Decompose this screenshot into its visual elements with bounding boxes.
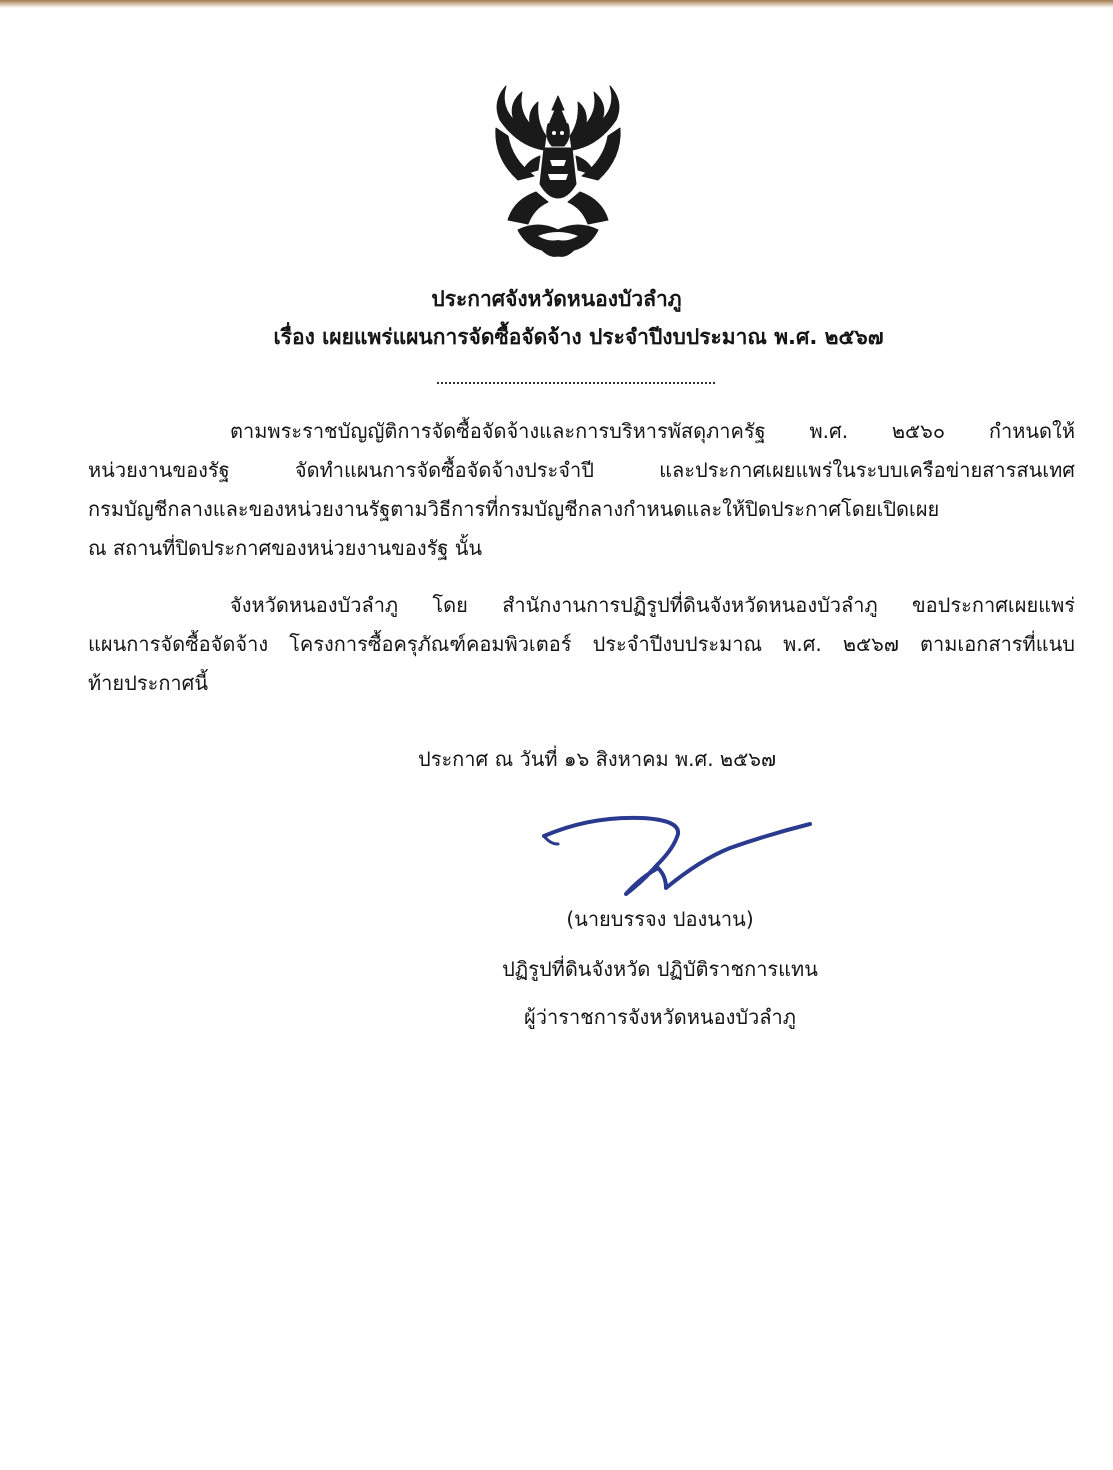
paragraph1-line4: ณ สถานที่ปิดประกาศของหน่วยงานของรัฐ นั้น [88,536,483,560]
garuda-emblem-icon [478,80,638,265]
announcement-subject: เรื่อง เผยแพร่แผนการจัดซื้อจัดจ้าง ประจำปีงบประมาณ พ.ศ. ๒๕๖๗ [273,325,884,349]
announcement-date: ประกาศ ณ วันที่ ๑๖ สิงหาคม พ.ศ. ๒๕๖๗ [418,747,776,771]
announcement-title: ประกาศจังหวัดหนองบัวลำภู [431,287,682,311]
signer-name: (นายบรรจง ปองนาน) [566,907,754,931]
paragraph1-line2: หน่วยงานของรัฐ จัดทำแผนการจัดซื้อจัดจ้างประจำปี และประกาศเผยแพร่ในระบบเครือข่ายสารสนเทศ [88,458,1075,482]
paper-top-edge [0,0,1113,8]
paragraph2-line3: ท้ายประกาศนี้ [88,671,209,695]
paragraph1-line3: กรมบัญชีกลางและของหน่วยงานรัฐตามวิธีการที่กรมบัญชีกลางกำหนดและให้ปิดประกาศโดยเปิดเผย [88,497,940,521]
signer-position: ปฏิรูปที่ดินจังหวัด ปฏิบัติราชการแทน [502,957,818,981]
signer-office: ผู้ว่าราชการจังหวัดหนองบัวลำภู [524,1005,796,1029]
handwritten-signature [530,808,820,903]
title-separator [437,370,715,384]
paragraph2-line2: แผนการจัดซื้อจัดจ้าง โครงการซื้อครุภัณฑ์คอมพิวเตอร์ ประจำปีงบประมาณ พ.ศ. ๒๕๖๗ ตามเอกสารที่แนบ [88,632,1075,656]
paragraph2-line1: จังหวัดหนองบัวลำภู โดย สำนักงานการปฏิรูปที่ดินจังหวัดหนองบัวลำภู ขอประกาศเผยแพร่ [230,593,1075,617]
paragraph1-line1: ตามพระราชบัญญัติการจัดซื้อจัดจ้างและการบริหารพัสดุภาครัฐ พ.ศ. ๒๕๖๐ กำหนดให้ [230,419,1075,443]
